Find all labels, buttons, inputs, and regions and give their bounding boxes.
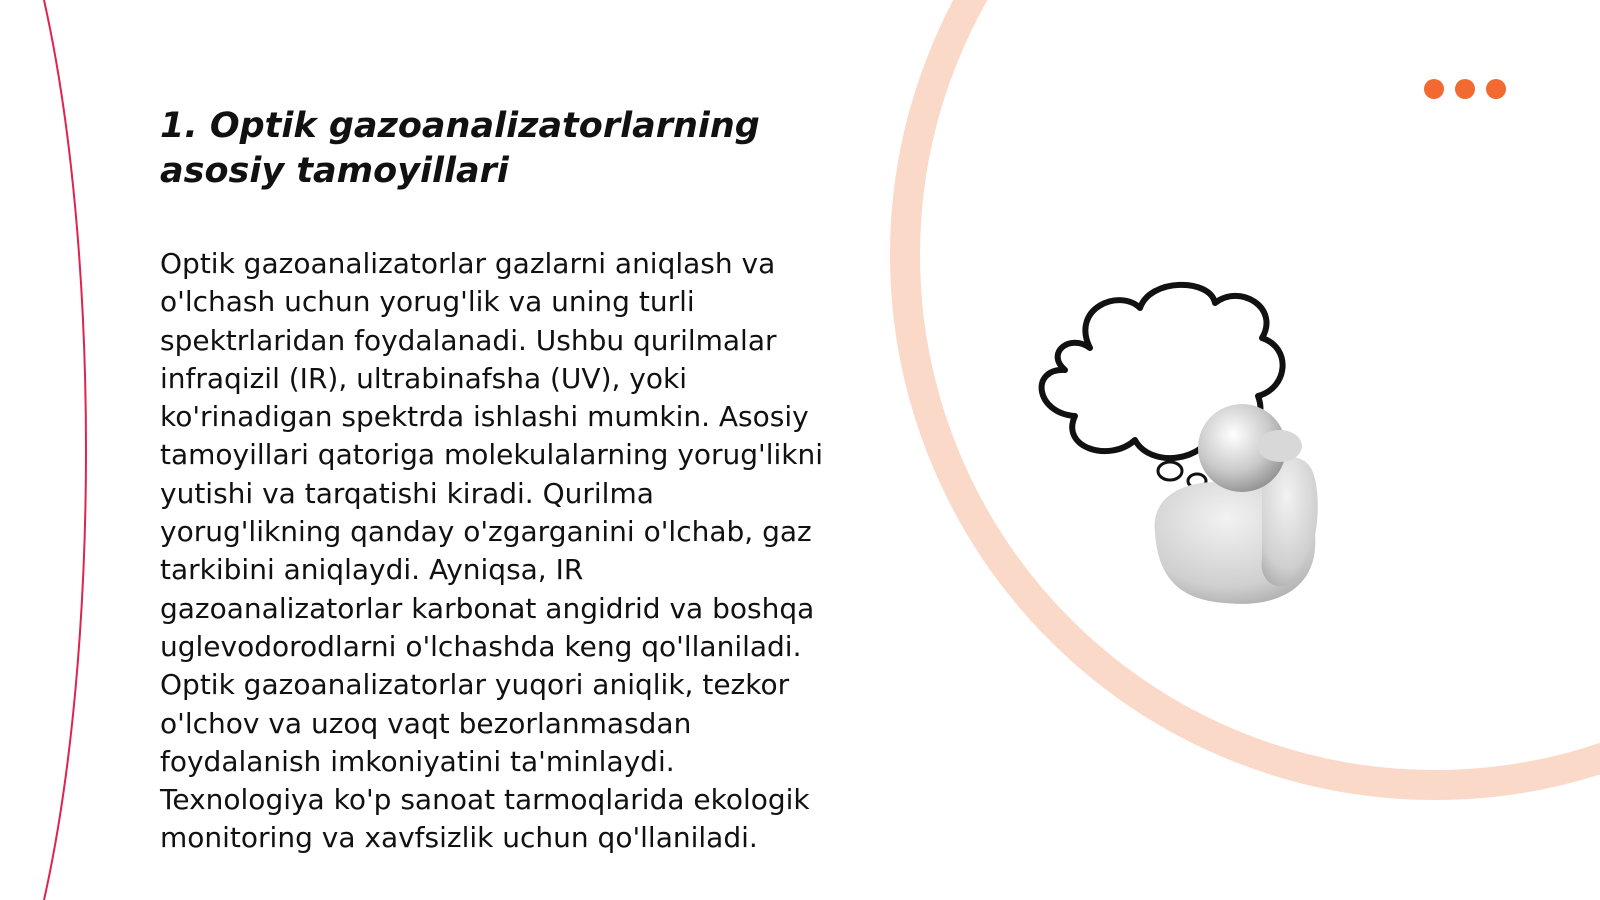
slide-body-text: Optik gazoanalizatorlar gazlarni aniqlash va o'lchash uchun yorug'lik va uning turli spektrlaridan foydalanadi. Ushbu qurilmalar infraqizil (IR), ultrabinafsha (UV), yoki ko'rinadigan spektrda ishlashi mumkin. Asosiy tamoyillari qatoriga molekulalarning yorug'likni yutishi va tarqatishi kiradi. Qurilma yorug'likning qanday o'zgarganini o'lchab, gaz tarkibini aniqlaydi. Ayniqsa, IR gazoanalizatorlar karbonat angidrid va boshqa uglevodorodlarni o'lchashda keng qo'llaniladi. Optik gazoanalizatorlar yuqori aniqlik, tezkor o'lchov va uzoq vaqt bezorlanmasdan foydalanish imkoniyatini ta'minlaydi. Texnologiya ko'p sanoat tarmoqlarida ekologik monitoring va xavfsizlik uchun qo'llaniladi.	[160, 247, 824, 855]
more-dots-icon[interactable]	[1424, 79, 1506, 99]
menu-dot	[1455, 79, 1475, 99]
menu-dot	[1424, 79, 1444, 99]
menu-dot	[1486, 79, 1506, 99]
thinking-person-icon	[1030, 278, 1350, 618]
left-curve-line	[44, 0, 86, 900]
slide-title: 1. Optik gazoanalizatorlarning asosiy tamoyillari	[160, 106, 760, 191]
